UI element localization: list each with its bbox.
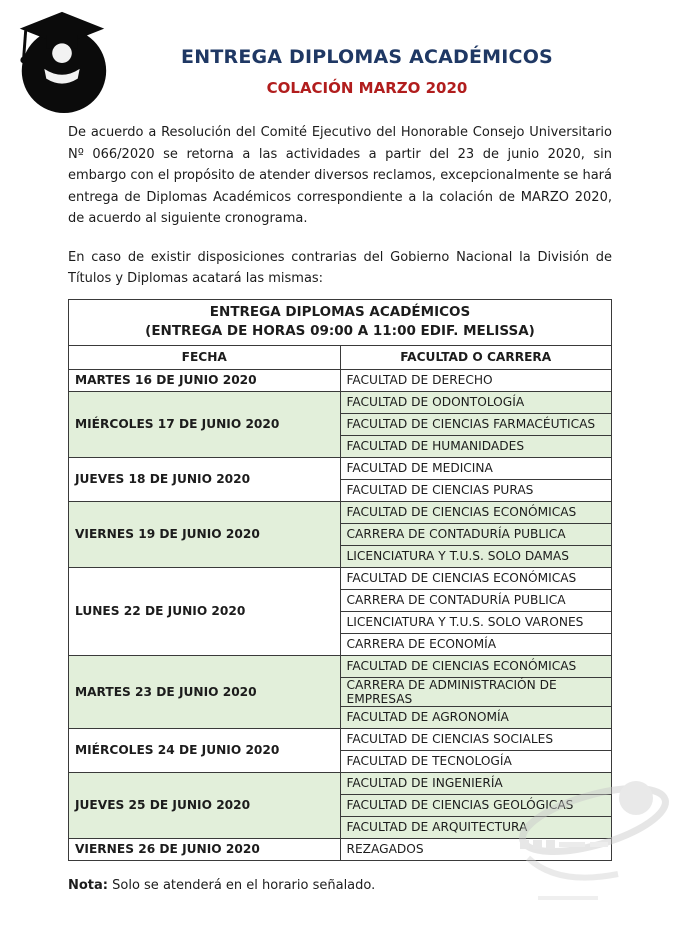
date-cell: MARTES 16 DE JUNIO 2020 (69, 369, 341, 391)
faculty-cell: REZAGADOS (340, 838, 612, 860)
table-row (69, 501, 612, 523)
faculty-cell: FACULTAD DE ODONTOLOGÍA (340, 391, 612, 413)
graduate-logo (12, 8, 112, 114)
note-text: Solo se atenderá en el horario señalado. (108, 877, 376, 893)
date-cell: JUEVES 18 DE JUNIO 2020 (69, 457, 341, 501)
faculty-cell: CARRERA DE CONTADURÍA PUBLICA (340, 523, 612, 545)
date-cell: VIERNES 19 DE JUNIO 2020 (69, 501, 341, 567)
table-row (69, 655, 612, 677)
date-cell: MIÉRCOLES 24 DE JUNIO 2020 (69, 728, 341, 772)
column-header-fecha: FECHA (69, 345, 341, 369)
date-cell: MIÉRCOLES 17 DE JUNIO 2020 (69, 391, 341, 457)
table-title-line1: ENTREGA DIPLOMAS ACADÉMICOS (209, 303, 471, 320)
faculty-cell: CARRERA DE CONTADURÍA PUBLICA (340, 589, 612, 611)
disclaimer-paragraph: En caso de existir disposiciones contrarias del Gobierno Nacional la División de Títulos y Diplomas acatará las mismas: (68, 249, 612, 286)
table-row (69, 369, 612, 391)
faculty-cell: FACULTAD DE ARQUITECTURA (340, 816, 612, 838)
table-row (69, 838, 612, 860)
table-row (69, 772, 612, 794)
date-cell: LUNES 22 DE JUNIO 2020 (69, 567, 341, 655)
faculty-cell: FACULTAD DE CIENCIAS GEOLÓGICAS (340, 794, 612, 816)
faculty-cell: FACULTAD DE CIENCIAS ECONÓMICAS (340, 567, 612, 589)
faculty-cell: FACULTAD DE DERECHO (340, 369, 612, 391)
faculty-cell: FACULTAD DE CIENCIAS ECONÓMICAS (340, 655, 612, 677)
faculty-cell: FACULTAD DE AGRONOMÍA (340, 706, 612, 728)
faculty-cell: CARRERA DE ECONOMÍA (340, 633, 612, 655)
faculty-cell: FACULTAD DE CIENCIAS FARMACÉUTICAS (340, 413, 612, 435)
page-subtitle: COLACIÓN MARZO 2020 (266, 79, 468, 97)
faculty-cell: FACULTAD DE TECNOLOGÍA (340, 750, 612, 772)
faculty-cell: LICENCIATURA Y T.U.S. SOLO DAMAS (340, 545, 612, 567)
table-title-line2: (ENTREGA DE HORAS 09:00 A 11:00 EDIF. MELISSA) (145, 323, 535, 339)
page-title: ENTREGA DIPLOMAS ACADÉMICOS (181, 46, 553, 68)
schedule-table-body (69, 369, 612, 860)
faculty-cell: FACULTAD DE MEDICINA (340, 457, 612, 479)
faculty-cell: FACULTAD DE HUMANIDADES (340, 435, 612, 457)
faculty-cell: CARRERA DE ADMINISTRACIÓN DE EMPRESAS (340, 677, 612, 706)
faculty-cell: FACULTAD DE CIENCIAS PURAS (340, 479, 612, 501)
note (68, 878, 612, 893)
table-row (69, 728, 612, 750)
faculty-cell: FACULTAD DE CIENCIAS ECONÓMICAS (340, 501, 612, 523)
note-label: Nota: (68, 877, 108, 893)
table-row (69, 567, 612, 589)
schedule-table (68, 299, 612, 861)
faculty-cell: FACULTAD DE INGENIERÍA (340, 772, 612, 794)
faculty-cell: FACULTAD DE CIENCIAS SOCIALES (340, 728, 612, 750)
column-header-facultad: FACULTAD O CARRERA (340, 345, 612, 369)
faculty-cell: LICENCIATURA Y T.U.S. SOLO VARONES (340, 611, 612, 633)
table-title-cell (69, 299, 612, 345)
date-cell: VIERNES 26 DE JUNIO 2020 (69, 838, 341, 860)
table-row (69, 391, 612, 413)
date-cell: MARTES 23 DE JUNIO 2020 (69, 655, 341, 728)
intro-paragraph: De acuerdo a Resolución del Comité Ejecutivo del Honorable Consejo Universitario Nº 066/2020 se retorna a las actividades a partir del 23 de junio 2020, sin embargo con el propósito de atender diversos reclamos, excepcionalmente se hará entrega de Diplomas Académicos correspondiente a la colación de MARZO 2020, de acuerdo al siguiente cronograma. (68, 125, 612, 226)
table-row (69, 457, 612, 479)
date-cell: JUEVES 25 DE JUNIO 2020 (69, 772, 341, 838)
